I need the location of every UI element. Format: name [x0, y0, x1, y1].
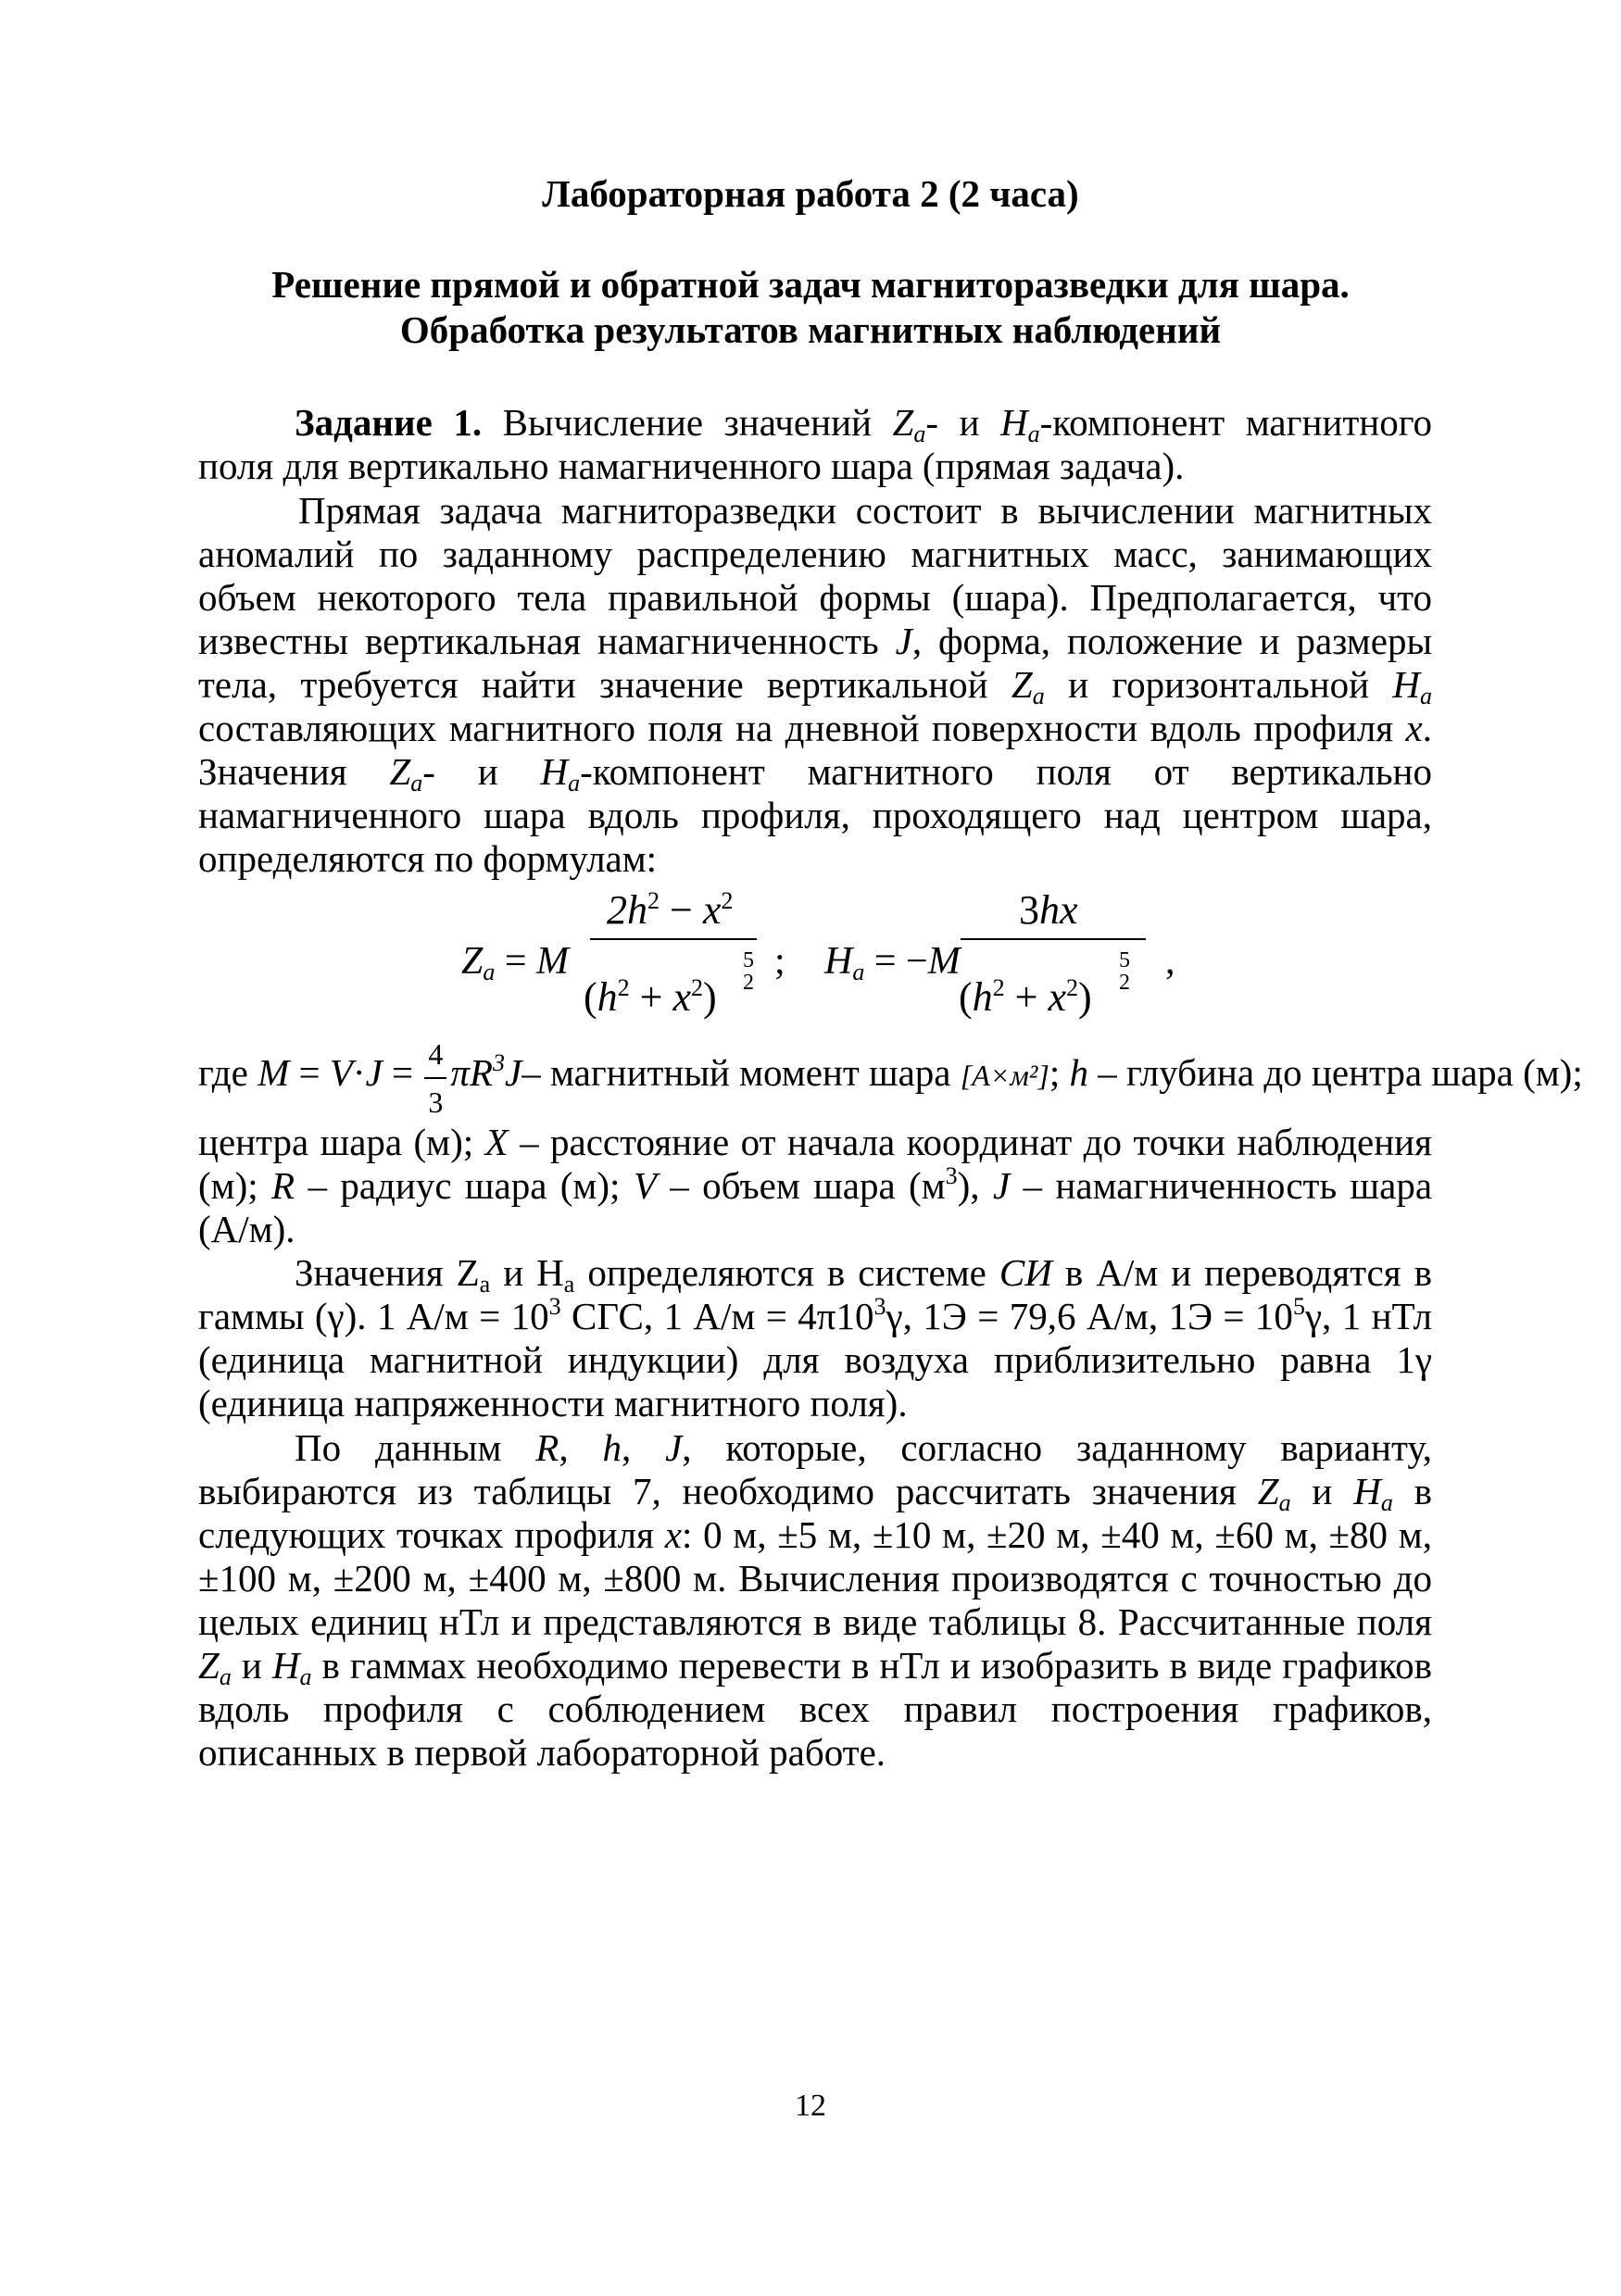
ha-numerator: 3hx: [1019, 887, 1078, 933]
za-lhs: $Z_a = M$: [461, 940, 570, 985]
page-number: 12: [795, 2089, 826, 2123]
section-title-line-2: Обработка результатов магнитных наблюдений: [399, 308, 1222, 351]
four-thirds-fraction: $\frac{4}{3}$: [422, 1059, 450, 1096]
ha-fraction-bar: [961, 938, 1146, 940]
paragraph-direct-problem: Прямая задача магниторазведки состоит в вычислении магнитных аномалий по заданному распределению магнитных масс, занимающих объем некоторого тела правильной формы (шара). Предполагается, что известны вертикальная намагниченность J, форма, положение и размеры тела, требуется найти значение вертикальной $Z_a$ и горизонтальной $H_a$ составляющих магнитного поля на дневной поверхности вдоль профиля x. Значения $Z_a-$ и $H_a$-компонент магнитного поля от вертикально намагниченного шара вдоль профиля, проходящего над центром шара, определяются по формулам:: [198, 489, 1433, 880]
ha-denominator: $(h^2 + x^2)$: [959, 974, 1092, 1020]
za-fraction-bar: [590, 938, 757, 940]
task-paragraph: Задание 1. Вычисление значений $Z_a-$ и $H_a$-компонент магнитного поля для вертикально намагниченного шара (прямая задача).: [198, 401, 1432, 487]
where-continuation: центра шара (м); X – расстояние от начала координат до точки наблюдения (м); R – радиус шара (м); V – объем шара $(м^3)$, J – намагниченность шара (А/м).: [198, 1121, 1433, 1250]
za-numerator: $2h^2 - x^2$: [607, 887, 734, 933]
section-title-line-1: Решение прямой и обратной задач магниторазведки для шара.: [271, 263, 1350, 306]
unit-bracket: [A×м²]: [960, 1059, 1049, 1092]
formula-za-ha: [0, 885, 1621, 1051]
formula-end: ,: [1165, 940, 1175, 983]
formula-separator: ;: [774, 940, 785, 983]
za-denominator: $(h^2 + x^2)$: [584, 974, 717, 1020]
paragraph-units: Значения $Z_a$ и $H_a$ определяются в системе СИ в А/м и переводятся в гаммы (γ). 1 $А/м = 10^3$ СГС, 1 $А/м = 4\pi 10^3\gamma$, 1Э = 79,6 А/м, $1Э = 10^5\gamma$, 1 нТл (единица магнитной индукции) для воздуха приблизительно равна 1γ (единица напряженности магнитного поля).: [198, 1251, 1432, 1424]
ha-lhs: $H_a = -M$: [824, 940, 961, 985]
za-exponent: 5 2: [743, 948, 754, 995]
task-label: Задание 1.: [295, 401, 483, 444]
where-line: где M = V·J = $\frac{4}{3}$ $\pi R^3J$ – магнитный момент шара [A×м²]; h – глубина до центра шара (м);: [198, 1036, 1583, 1119]
paragraph-calculation: По данным R, h, J, которые, согласно заданному варианту, выбираются из таблицы 7, необходимо рассчитать значения $Z_a$ и $H_a$ в следующих точках профиля x: 0 м, ±5 м, ±10 м, ±20 м, ±40 м, ±60 м, ±80 м, ±100 м, ±200 м, ±400 м, ±800 м. Вычисления производятся с точностью до целых единиц нТл и представляются в виде таблицы 8. Рассчитанные поля $Z_a$ и $H_a$ в гаммах необходимо перевести в нТл и изобразить в виде графиков вдоль профиля с соблюдением всех правил построения графиков, описанных в первой лабораторной работе.: [198, 1426, 1433, 1774]
page-title: Лабораторная работа 2 (2 часа): [542, 172, 1079, 215]
ha-exponent: 5 2: [1119, 948, 1130, 995]
